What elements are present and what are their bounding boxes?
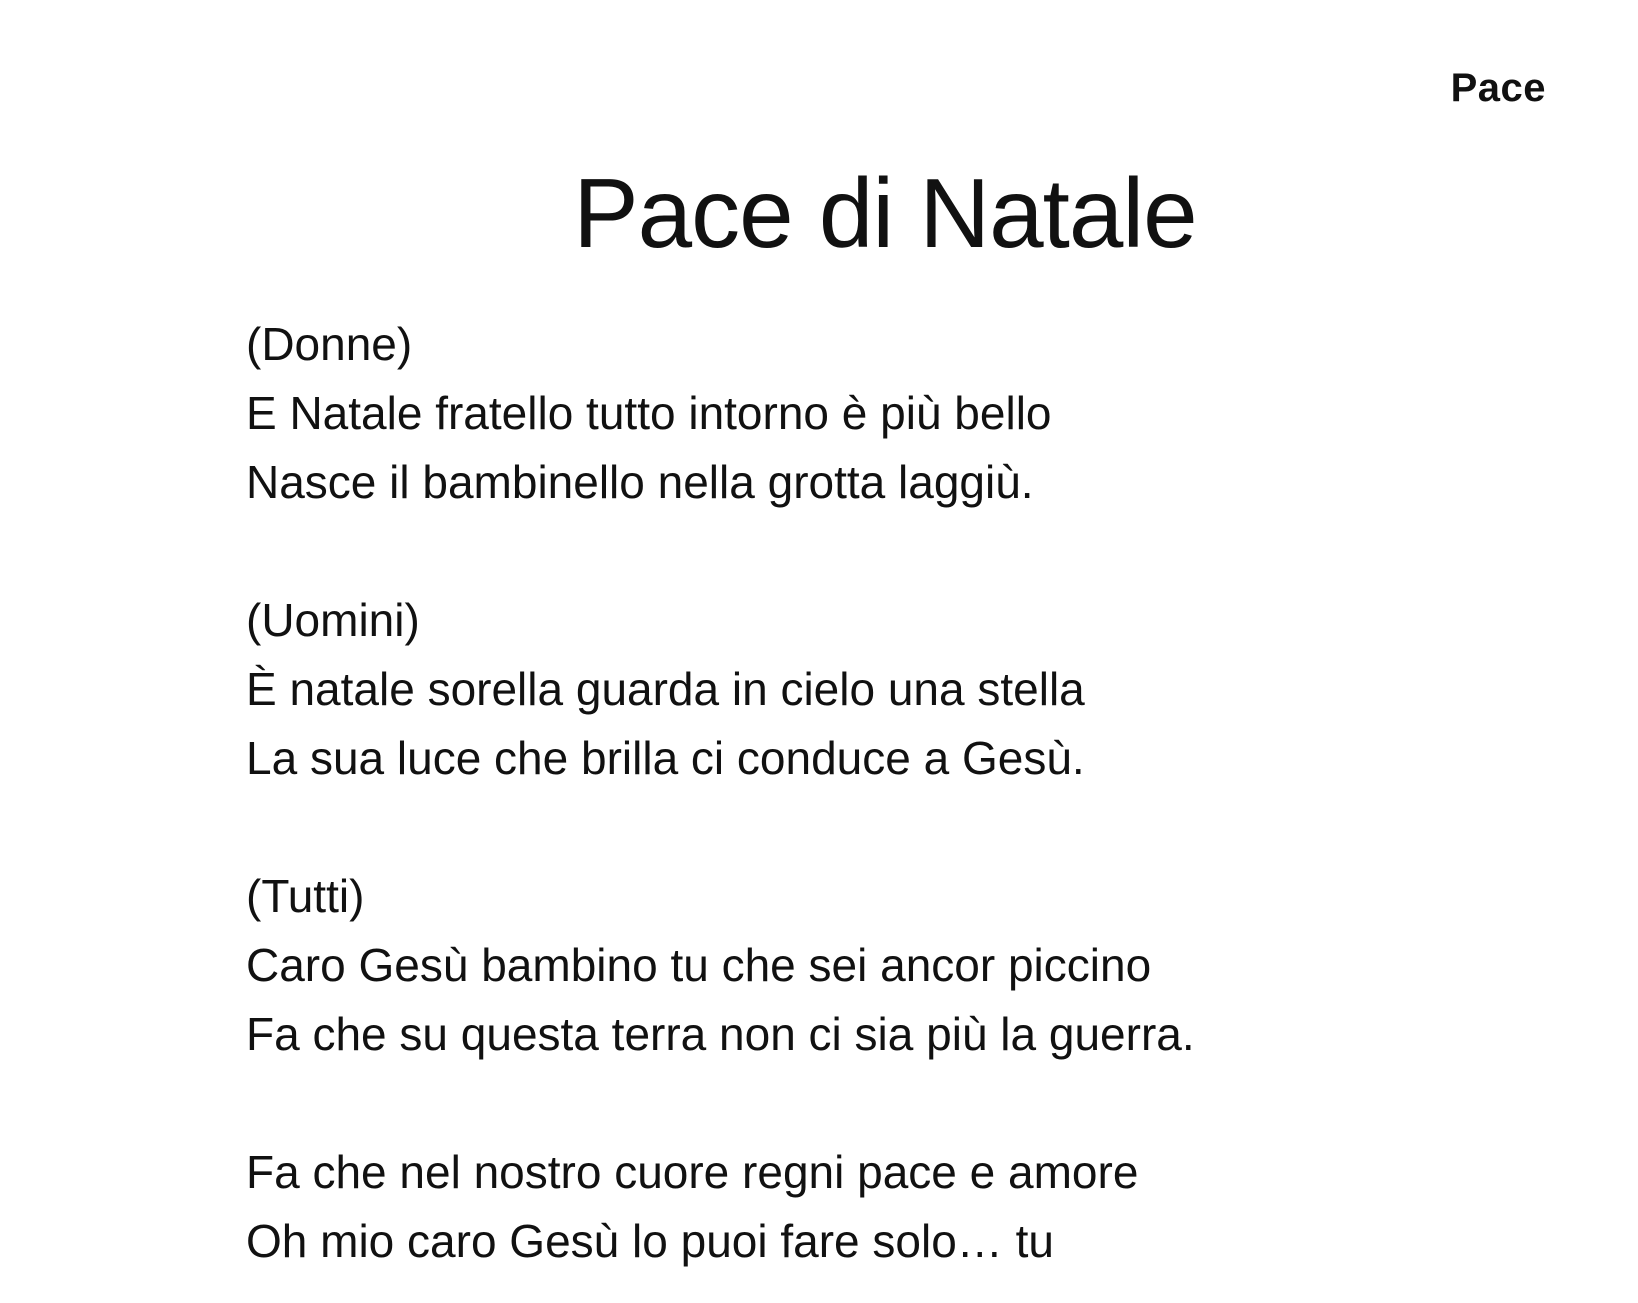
lyric-line: Nasce il bambinello nella grotta laggiù. xyxy=(246,456,1034,508)
lyric-line: Fa che nel nostro cuore regni pace e amore xyxy=(246,1146,1139,1198)
stanza-uomini xyxy=(246,586,1546,793)
stanza-tutti xyxy=(246,862,1546,1069)
lyric-line: La sua luce che brilla ci conduce a Gesù. xyxy=(246,732,1085,784)
page-title: Pace di Natale xyxy=(573,158,1197,268)
stanza-finale xyxy=(246,1138,1546,1276)
stanza-heading: (Donne) xyxy=(246,318,413,370)
header-label: Pace xyxy=(1450,66,1546,110)
lyric-line: Fa che su questa terra non ci sia più la guerra. xyxy=(246,1008,1195,1060)
lyric-line: E Natale fratello tutto intorno è più bello xyxy=(246,387,1052,439)
lyrics-body xyxy=(246,310,1546,1276)
lyric-line: È natale sorella guarda in cielo una stella xyxy=(246,663,1085,715)
stanza-donne xyxy=(246,310,1546,517)
stanza-heading: (Tutti) xyxy=(246,870,365,922)
lyric-line: Caro Gesù bambino tu che sei ancor piccino xyxy=(246,939,1152,991)
lyric-line: Oh mio caro Gesù lo puoi fare solo… tu xyxy=(246,1215,1054,1267)
stanza-heading: (Uomini) xyxy=(246,594,420,646)
